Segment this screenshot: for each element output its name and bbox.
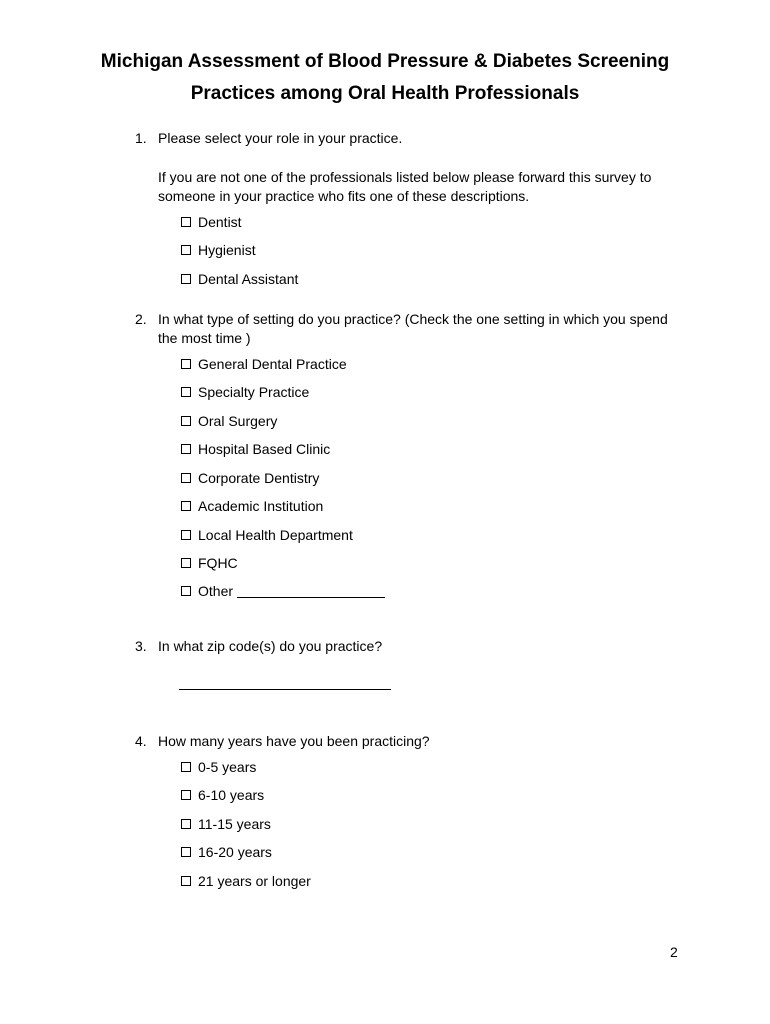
question-1-note: If you are not one of the professionals listed below please forward this survey to someone in your practice who fits one of these descriptions. (158, 169, 652, 204)
option-dental-assistant[interactable] (181, 270, 298, 288)
option-21-years-or-longer[interactable] (181, 872, 311, 890)
option-hygienist[interactable] (181, 241, 256, 259)
option-label: 21 years or longer (198, 873, 311, 889)
question-4-number: 4. (135, 733, 147, 749)
question-2-text: In what type of setting do you practice? (Check the one setting in which you spend the most time ) (158, 311, 668, 346)
option-fqhc[interactable] (181, 554, 238, 572)
checkbox[interactable] (181, 558, 191, 568)
option-label: FQHC (198, 555, 238, 571)
checkbox[interactable] (181, 473, 191, 483)
checkbox[interactable] (181, 847, 191, 857)
checkbox[interactable] (181, 530, 191, 540)
checkbox[interactable] (181, 274, 191, 284)
option-6-10-years[interactable] (181, 786, 264, 804)
title-line-2: Practices among Oral Health Professionals (190, 83, 580, 104)
option-academic-institution[interactable] (181, 497, 323, 515)
option-label: Hygienist (198, 242, 256, 258)
checkbox[interactable] (181, 762, 191, 772)
option-other[interactable] (181, 582, 385, 600)
option-corporate-dentistry[interactable] (181, 469, 319, 487)
checkbox[interactable] (181, 819, 191, 829)
option-label: Academic Institution (198, 498, 324, 514)
checkbox[interactable] (181, 359, 191, 369)
option-label: 11-15 years (198, 816, 271, 832)
option-11-15-years[interactable] (181, 815, 271, 833)
checkbox[interactable] (181, 501, 191, 511)
option-label: Corporate Dentistry (198, 470, 320, 486)
option-label: Oral Surgery (198, 413, 278, 429)
option-hospital-based-clinic[interactable] (181, 440, 330, 458)
option-local-health-department[interactable] (181, 526, 353, 544)
option-label: Hospital Based Clinic (198, 441, 331, 457)
option-specialty-practice[interactable] (181, 383, 309, 401)
option-label: Specialty Practice (198, 384, 310, 400)
option-oral-surgery[interactable] (181, 412, 277, 430)
option-label: General Dental Practice (198, 356, 347, 372)
checkbox[interactable] (181, 245, 191, 255)
checkbox[interactable] (181, 416, 191, 426)
option-label: Dentist (198, 214, 242, 230)
zip-code-answer-line[interactable] (179, 689, 391, 690)
page-number: 2 (670, 944, 678, 960)
option-label: Dental Assistant (198, 271, 299, 287)
checkbox[interactable] (181, 217, 191, 227)
question-1-text: Please select your role in your practice. (158, 130, 403, 146)
option-label: Local Health Department (198, 527, 353, 543)
option-dentist[interactable] (181, 213, 242, 231)
option-label: 0-5 years (198, 759, 257, 775)
checkbox[interactable] (181, 444, 191, 454)
question-2-number: 2. (135, 311, 147, 327)
question-3-text: In what zip code(s) do you practice? (158, 638, 383, 654)
option-16-20-years[interactable] (181, 843, 272, 861)
page-title (0, 46, 770, 110)
title-line-1: Michigan Assessment of Blood Pressure & Diabetes Screening (100, 51, 670, 72)
checkbox[interactable] (181, 790, 191, 800)
option-0-5-years[interactable] (181, 758, 256, 776)
checkbox[interactable] (181, 876, 191, 886)
checkbox[interactable] (181, 387, 191, 397)
other-write-in-line[interactable] (237, 585, 385, 598)
question-3-number: 3. (135, 638, 147, 654)
checkbox[interactable] (181, 586, 191, 596)
option-label: 6-10 years (198, 787, 265, 803)
option-general-dental-practice[interactable] (181, 355, 347, 373)
question-4-text: How many years have you been practicing? (158, 733, 430, 749)
option-label: 16-20 years (198, 844, 272, 860)
option-label: Other (198, 583, 234, 599)
question-1-number: 1. (135, 130, 147, 146)
